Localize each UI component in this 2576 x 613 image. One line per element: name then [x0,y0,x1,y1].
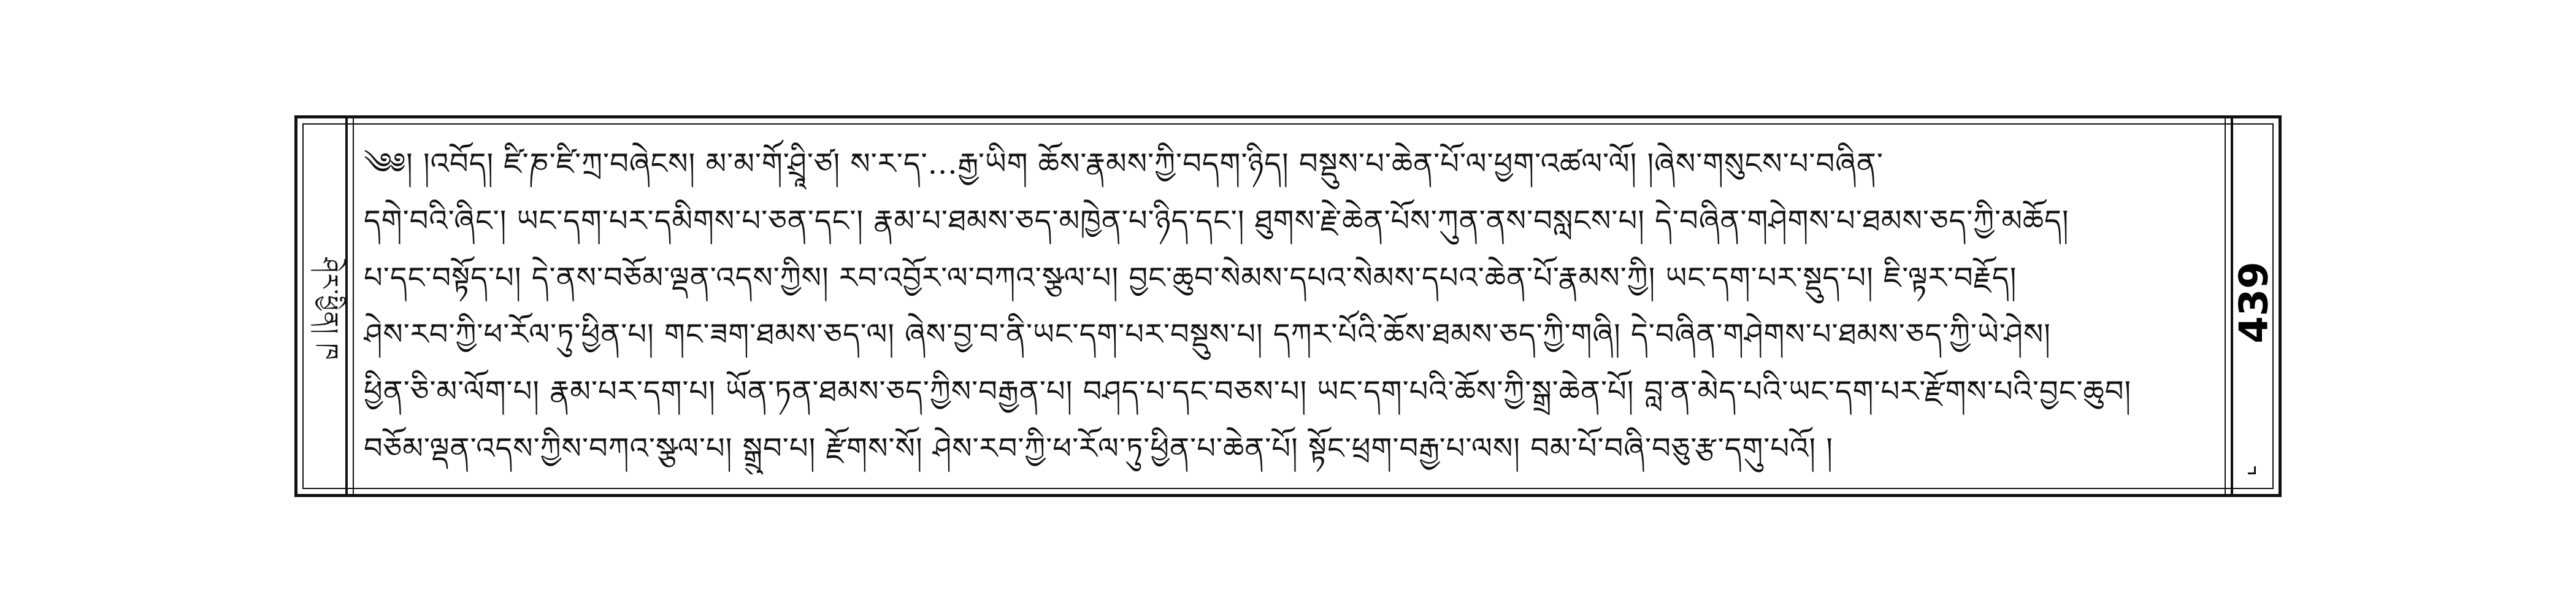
right-margin-rule [2225,118,2226,494]
text-line-1: ༄༅། །འབོད། ཛི་ཎ་ཛི་ཀྲ་བཞེངས། མ་མ་གོ་ཤྲཱི་ཙ། ས་ར་ད་...རྒྱ་ཡིག ཆོས་རྣམས་ཀྱི་བདག་ཉིད། བསྡུས་པ་ཆེན་པོ་ལ་ཕྱག་འཚལ་ལོ། །ཞེས་གསུངས་པ་བཞིན་ [364,147,1884,181]
text-body [364,138,2215,474]
left-margin [297,118,348,494]
text-line-6: བཅོམ་ལྡན་འདས་ཀྱིས་བཀའ་སྩལ་པ། སྒྲུབ་པ། རྫོགས་སོ། ཤེས་རབ་ཀྱི་ཕ་རོལ་ཏུ་ཕྱིན་པ་ཆེན་པོ། སྟོང་ཕྲག་བརྒྱ་པ་ལས། བམ་པོ་བཞི་བཅུ་རྩ་དགུ་པའོ། ། [364,431,1833,466]
left-margin-rule [353,118,354,494]
right-margin [2231,118,2279,494]
text-line-4: ཤེས་རབ་ཀྱི་ཕ་རོལ་ཏུ་ཕྱིན་པ། གང་ཟག་ཐམས་ཅད་ལ། ཞེས་བྱ་བ་ནི་ཡང་དག་པར་བསྡུས་པ། དཀར་པོའི་ཆོས་ཐམས་ཅད་ཀྱི་གཞི། དེ་བཞིན་གཤེགས་པ་ཐམས་ཅད་ཀྱི་ཡེ་ཤེས། [364,317,2051,352]
folio-number: 439 [2232,261,2277,344]
pecha-folio [294,115,2282,497]
margin-title: ཤེར་ཕྱིན། ཁ [316,257,343,361]
text-line-3: པ་དང་བསྟོད་པ། དེ་ནས་བཅོམ་ལྡན་འདས་ཀྱིས། རབ་འབྱོར་ལ་བཀའ་སྩལ་པ། བྱང་ཆུབ་སེམས་དཔའ་སེམས་དཔའ་ཆེན་པོ་རྣམས་ཀྱི། ཡང་དག་པར་སྡུད་པ། ཇི་ལྟར་བརྗོད། [364,260,2017,295]
text-line-2: དགེ་བའི་ཞིང་། ཡང་དག་པར་དམིགས་པ་ཅན་དང་། རྣམ་པ་ཐམས་ཅད་མཁྱེན་པ་ཉིད་དང་། ཐུགས་རྗེ་ཆེན་པོས་ཀུན་ནས་བསླངས་པ། དེ་བཞིན་གཤེགས་པ་ཐམས་ཅད་ཀྱི་མཆོད། [364,203,2069,238]
text-line-5: ཕྱིན་ཅི་མ་ལོག་པ། རྣམ་པར་དག་པ། ཡོན་ཏན་ཐམས་ཅད་ཀྱིས་བརྒྱན་པ། བཤད་པ་དང་བཅས་པ། ཡང་དག་པའི་ཆོས་ཀྱི་སྒྲ་ཆེན་པོ། བླ་ན་མེད་པའི་ཡང་དག་པར་རྫོགས་པའི་བྱང་ཆུབ། [364,374,2132,409]
corner-mark [2248,466,2256,474]
